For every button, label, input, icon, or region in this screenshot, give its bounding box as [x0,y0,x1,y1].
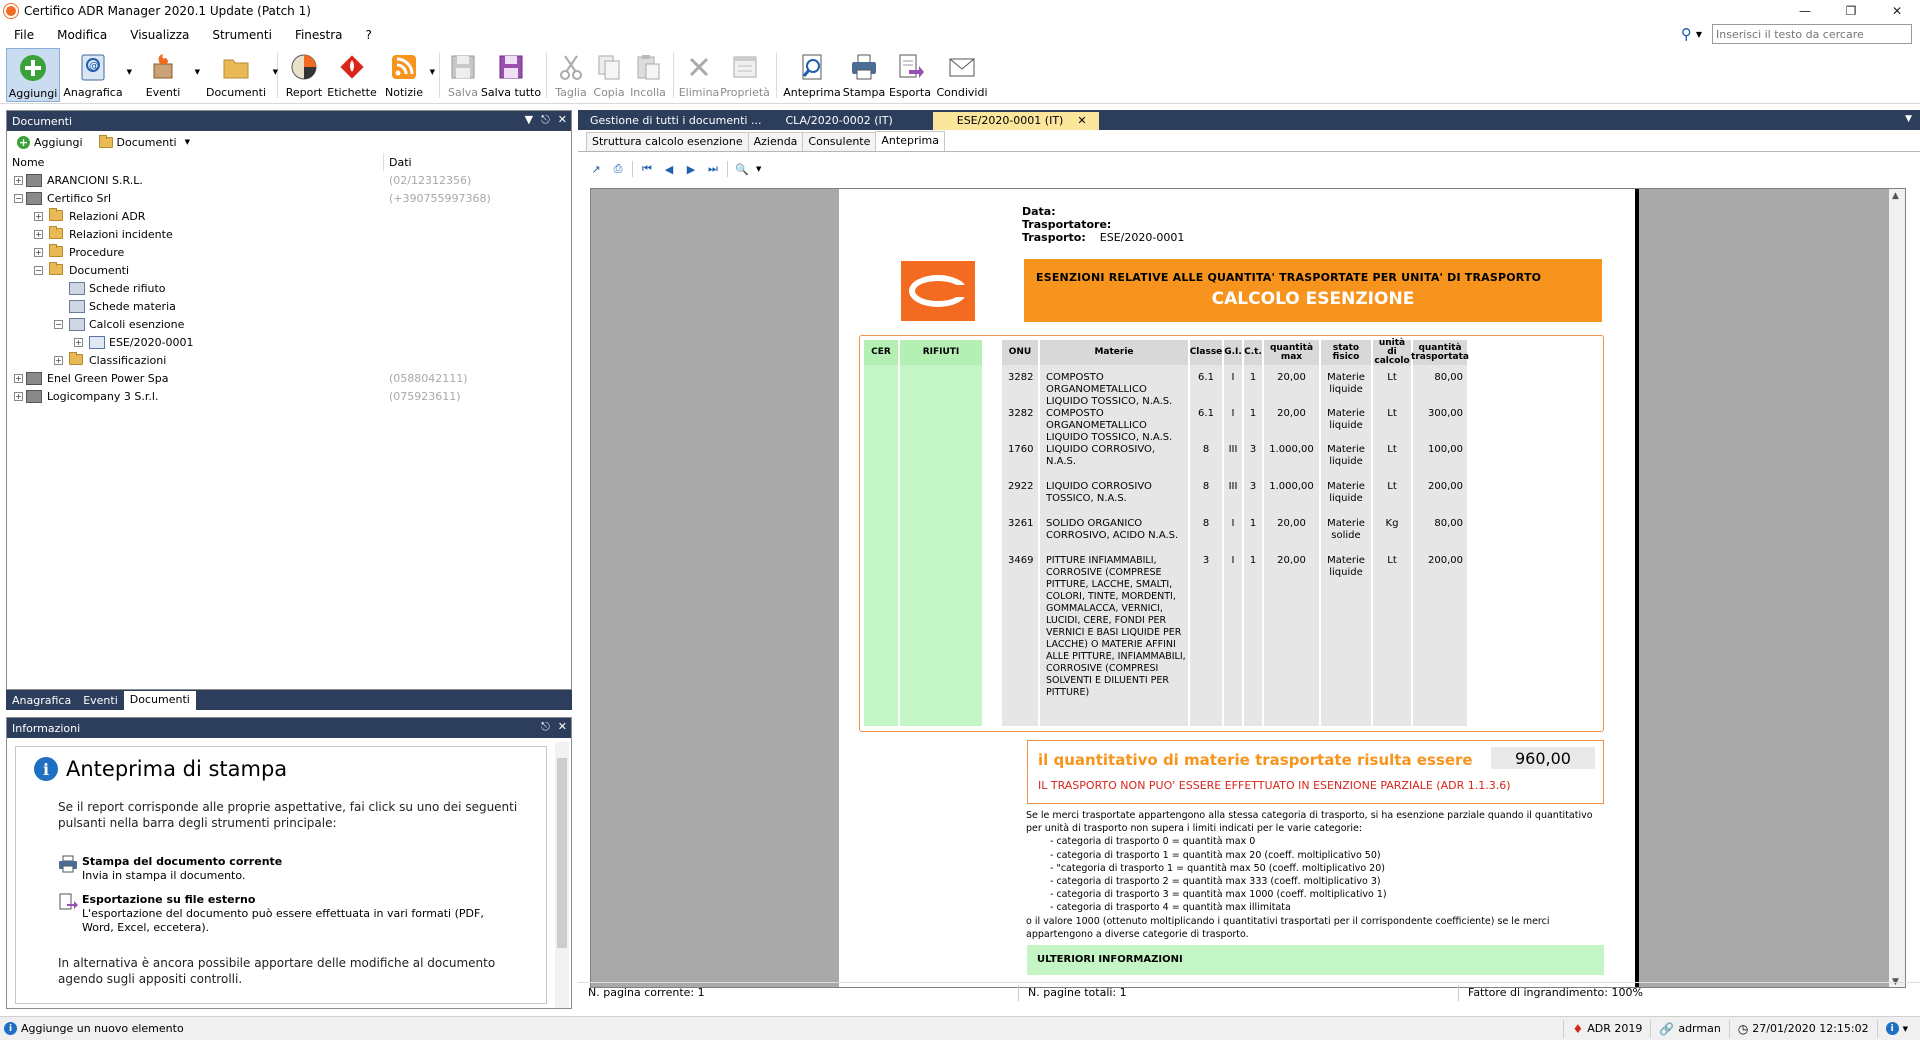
esporta-button[interactable]: Esporta [886,48,934,102]
folder-icon [49,210,63,221]
expand-icon[interactable]: + [75,337,82,347]
material-sheet-icon [69,300,85,313]
eventi-button[interactable]: Eventi ▼ [132,48,194,102]
tab-eventi[interactable]: Eventi [83,694,118,707]
window-controls [1782,0,1920,22]
toolbar-separator [632,161,633,177]
zoom-icon[interactable]: 🔍 [735,162,749,176]
tab-anteprima[interactable]: Anteprima [875,131,945,151]
collapse-icon[interactable]: − [35,265,42,275]
report-trasportatore-label: Trasportatore: [1022,218,1112,231]
search-icon[interactable]: ⚲ [1680,25,1692,43]
header-gi: G.I. [1224,340,1242,365]
tree-item-relazioni-adr[interactable]: + Relazioni ADR [35,209,146,223]
report-data-label: Data: [1022,205,1056,218]
tab-consulente[interactable]: Consulente [802,132,876,151]
report-table: CER RIFIUTI ONU Materie Classe G.I. C.t. quantità max stato fisico unità di calcolo quantità trasportata 3282 COMPOSTO ORGANOMETALLICO LIQUIDO TOSSICO, N.A.S. 6.1 I 1 20,00 Materie liquide Lt 80,00 3282 COMPOSTO ORGANOMETALLICO LIQUIDO TOSSICO, N.A.S. 6.1 I 1 20,00 Materie liquide Lt 300,00 1760 LIQUIDO CORROSIVO, N.A.S. 8 III 3 1.000,00 Materie liquide Lt 100,00 2922 LIQUIDO CORROSIVO TOSSICO, N.A.S. 8 III 3 1.000,00 Materie liquide Lt 200,00 3261 SOLIDO ORGANICO CORROSIVO, ACIDO N.A.S. 8 I 1 20,00 Materie solide Kg 80,00 3469 PITTURE INFIAMMABILI, CORROSIVE (COMPRESE PITTURE, LACCHE, SMALTI, COLORI, TINTE, MORDENTI, GOMMALACCA, VERNICI, LUCIDI, CERE, FONDI PER VERNICI E BASI LIQUIDE PER LACCHE) O MATERIE AFFINI ALLE PITTURE, INFIAMMABILI, CORROSIVE (COMPRESI SOLVENTI E DILUENTI PER PITTURE) 3 I 1 20,00 Materie liquide Lt 200,00 [859,335,1604,732]
report-viewer[interactable] [590,188,1906,988]
chevron-down-icon[interactable]: ▼ [272,68,278,76]
first-page-icon[interactable]: ⏮ [642,162,652,175]
report-button[interactable]: Report [283,48,325,102]
tab-cla-2020-0002[interactable]: CLA/2020-0002 (IT) [785,114,893,127]
export-icon [894,51,926,83]
pin-icon[interactable]: ⎋ [541,113,550,126]
company-icon [26,372,42,385]
title-bar [0,0,1920,22]
header-stato: stato fisico [1321,340,1371,365]
status-bar [0,1016,1920,1040]
report-trasporto: Trasporto: ESE/2020-0001 [1022,231,1185,244]
expand-icon[interactable]: + [35,211,42,221]
tab-ese-2020-0001[interactable] [933,112,1099,130]
scroll-down-icon[interactable]: ▼ [1892,977,1899,987]
left-pane-tabs [6,690,572,710]
next-page-icon[interactable]: ▶ [686,162,696,176]
header-materie: Materie [1040,340,1188,365]
document-tabs [578,110,1920,130]
documents-dropdown[interactable]: Documenti [116,135,177,149]
inner-tabs [578,132,1920,152]
add-icon [17,52,49,84]
tree-item-documenti[interactable]: − Documenti [35,263,130,277]
documents-pane-header [7,111,571,131]
add-document-button[interactable]: Aggiungi [34,135,83,149]
chevron-down-icon[interactable]: ▼ [126,68,132,76]
toolbar-separator [673,52,674,98]
save-all-icon [495,51,527,83]
anagrafica-button[interactable]: @ Anagrafica ▼ [60,48,126,102]
close-icon[interactable]: ✕ [1077,114,1087,127]
header-onu: ONU [1002,340,1038,365]
expand-icon[interactable]: + [15,373,22,383]
report-banner [1024,259,1602,322]
tab-struttura-calcolo[interactable]: Struttura calcolo esenzione [586,132,749,151]
close-icon[interactable]: ✕ [557,113,567,126]
total-label: il quantitativo di materie trasportate risulta essere [1038,751,1473,769]
export-icon [58,893,78,911]
last-page-icon[interactable]: ⏭ [708,162,718,175]
toolbar-separator [546,52,547,98]
col-cer [864,340,898,726]
chevron-down-icon[interactable]: ▼ [1902,1024,1908,1033]
tree-item-calcoli-esenzione[interactable]: − Calcoli esenzione [55,317,185,331]
incolla-button[interactable]: Incolla [628,48,668,102]
chevron-down-icon[interactable]: ▼ [1695,29,1702,39]
document-area [578,110,1920,1010]
report-notes: Se le merci trasportate appartengono alla stessa categoria di trasporto, si ha esenzione parziale quando il quantitativo per unità di trasporto non supera i limiti indicati per le varie categorie: - categoria di trasporto 0 = quantità max 0 - categoria di trasporto 1 = quantità max 20 (coeff. moltiplicativo 50) - "categoria di trasporto 1 = quantità max 50 (coeff. moltiplicativo 20) - categoria di trasporto 2 = quantità max 333 (coeff. moltiplicativo 3) - categoria di trasporto 3 = quantità max 1000 (coeff. moltiplicativo 1) - categoria di trasporto 4 = quantità max illimitata o il valore 1000 (ottenuto moltiplicando i quantitativi trasportati per il corrispondente coefficiente) se le merci appartengono a diverse categorie di trasporto. [1026,810,1593,940]
hazard-label-icon [336,51,368,83]
close-button[interactable]: ✕ [1891,4,1903,18]
expand-icon[interactable]: + [15,175,22,185]
header-qtrasp: quantità trasportata [1413,340,1467,365]
save-icon [447,51,479,83]
chevron-down-icon[interactable]: ▼ [429,68,435,76]
tree-item-logicompany[interactable]: + Logicompany 3 S.r.l. (075923611) [15,389,461,403]
zoom-factor: Fattore di ingrandimento: 100% [1468,986,1643,999]
toolbar-separator [439,52,440,98]
total-value: 960,00 [1491,747,1595,769]
info-scrollbar[interactable] [555,742,569,1008]
collapse-icon[interactable]: − [55,319,62,329]
menu-finestra[interactable]: Finestra [294,28,343,42]
info-heading: Anteprima di stampa [66,757,288,781]
info-item-desc: L'esportazione del documento può essere effettuata in vari formati (PDF, Word, Excel, eccetera). [82,907,484,934]
document-tree [7,171,571,405]
folder-icon [69,354,83,365]
search-area [1681,24,1912,44]
chevron-down-icon[interactable]: ▼ [1905,114,1912,124]
info-item-title: Esportazione su file esterno [82,893,256,906]
delete-icon [683,51,715,83]
document-icon [89,336,105,349]
minimize-button[interactable]: — [1799,4,1811,18]
contact-icon [77,51,109,83]
preview-statusbar [578,982,1920,1002]
expand-icon[interactable]: + [35,247,42,257]
col-qtrasp [1413,340,1467,726]
expand-icon[interactable]: + [35,229,42,239]
scrollbar-thumb[interactable] [557,758,567,948]
status-adr: ♦ ADR 2019 [1563,1020,1650,1038]
column-divider[interactable] [383,153,384,171]
certifico-logo [901,261,975,321]
chevron-down-icon[interactable]: ▼ [756,165,762,173]
info-content [15,746,547,1004]
calculation-icon [69,318,85,331]
info-item-title: Stampa del documento corrente [82,855,283,868]
header-ct: C.t. [1244,340,1262,365]
col-qmax [1264,340,1319,726]
tab-documenti[interactable]: Documenti [124,691,196,710]
folder-icon [49,228,63,239]
fire-icon [147,51,179,83]
tree-item-enel[interactable]: + Enel Green Power Spa (0588042111) [15,371,468,385]
banner-subtitle: ESENZIONI RELATIVE ALLE QUANTITA' TRASPORTATE PER UNITA' DI TRASPORTO [1036,271,1542,284]
properties-icon [729,51,761,83]
print-icon [848,51,880,83]
toolbar-separator [776,52,777,98]
tree-item-arancioni[interactable]: + ARANCIONI S.R.L. (02/12312356) [15,173,472,187]
header-qmax: quantità max [1264,340,1319,365]
print-icon [58,855,78,873]
tree-item-relazioni-incidente[interactable]: + Relazioni incidente [35,227,173,241]
tree-item-schede-materia[interactable]: Schede materia [7,297,571,315]
tab-label: ESE/2020-0001 (IT) [956,114,1064,127]
folder-icon [220,51,252,83]
paste-icon [632,51,664,83]
close-icon[interactable]: ✕ [557,720,567,733]
info-icon: i [34,757,58,781]
info-pane-header [7,718,571,738]
tree-item-classificazioni[interactable]: + Classificazioni [55,353,167,367]
company-icon [26,192,42,205]
link-icon: 🔗 [1659,1021,1675,1036]
condividi-button[interactable]: Condividi [934,48,990,102]
info-item-desc: Invia in stampa il documento. [82,869,246,882]
rss-icon [388,51,420,83]
col-rifiuti [900,340,982,726]
info-icon: i [1886,1022,1899,1035]
search-input[interactable] [1712,24,1912,44]
tab-gestione-documenti[interactable]: Gestione di tutti i documenti ... [590,114,762,127]
menu-bar [0,22,1920,48]
header-classe: Classe [1190,340,1222,365]
header-unita: unità di calcolo [1374,338,1410,366]
col-gi [1224,340,1242,726]
clock-icon: ◷ [1737,1021,1749,1036]
toolbar-separator [727,161,728,177]
tree-item-certifico[interactable]: − Certifico Srl (+390755997368) [15,191,491,205]
add-icon: + [18,135,29,149]
tree-item-procedure[interactable]: + Procedure [35,245,125,259]
documenti-button[interactable]: Documenti ▼ [200,48,272,102]
maximize-button[interactable]: ❐ [1845,4,1857,18]
status-user: 🔗 adrman [1650,1020,1728,1038]
info-icon: i [4,1022,17,1035]
ulteriori-informazioni: ULTERIORI INFORMAZIONI [1027,945,1604,975]
column-nome[interactable]: Nome [12,155,45,169]
hazard-label-icon: ♦ [1572,1021,1584,1036]
info-pane [6,717,572,1009]
preview-toolbar [588,158,761,180]
info-paragraph: Se il report corrisponde alle proprie aspettative, fai click su uno dei seguenti pulsanti nella barra degli strumenti principale: [58,800,518,830]
company-icon [26,174,42,187]
status-info[interactable] [1877,1020,1916,1038]
report-icon [288,51,320,83]
banner-title: CALCOLO ESENZIONE [1211,289,1415,309]
notizie-button[interactable]: Notizie ▼ [379,48,429,102]
chevron-down-icon[interactable]: ▼ [184,138,190,146]
column-dati[interactable]: Dati [389,155,412,169]
tree-item-ese-2020-0001[interactable]: + ESE/2020-0001 [75,335,194,349]
current-page: N. pagina corrente: 1 [588,986,705,999]
status-datetime: ◷ 27/01/2020 12:15:02 [1729,1020,1877,1038]
stampa-button[interactable]: Stampa [842,48,886,102]
exemption-result: IL TRASPORTO NON PUO' ESSERE EFFETTUATO IN ESENZIONE PARZIALE (ADR 1.1.3.6) [1038,779,1511,792]
scroll-up-icon[interactable]: ▲ [1892,191,1899,201]
add-button[interactable]: Aggiungi [6,48,60,102]
taglia-button[interactable]: Taglia [552,48,590,102]
preview-icon [796,51,828,83]
elimina-button[interactable]: Elimina [679,48,719,102]
pin-icon[interactable]: ⎋ [541,720,550,733]
header-rifiuti: RIFIUTI [900,340,982,365]
folder-icon [99,137,113,148]
svg-text:@: @ [89,61,99,72]
folder-icon [49,264,63,275]
proprieta-button[interactable]: Proprietà [719,48,771,102]
info-paragraph: In alternativa è ancora possibile apportare delle modifiche al documento agendo sugli appositi controlli. [58,956,496,986]
menu-help[interactable]: ? [365,28,372,42]
expand-icon[interactable]: + [15,391,22,401]
company-icon [26,390,42,403]
documents-pane [6,110,572,690]
export-icon[interactable]: ↗ [591,162,601,176]
copy-icon [593,51,625,83]
salva-button[interactable]: Salva [445,48,481,102]
chevron-down-icon[interactable]: ▼ [194,68,200,76]
expand-icon[interactable]: + [55,355,62,365]
tab-azienda[interactable]: Azienda [748,132,804,151]
mail-icon [946,51,978,83]
anteprima-button[interactable]: Anteprima [782,48,842,102]
folder-icon [49,246,63,257]
info-pane-title: Informazioni [12,721,81,735]
main-toolbar [0,48,1920,104]
documents-pane-title: Documenti [12,114,73,128]
chevron-down-icon[interactable]: ▼ [524,113,534,126]
window-title: Certifico ADR Manager 2020.1 Update (Patch 1) [24,4,311,18]
total-pages: N. pagine totali: 1 [1028,986,1127,999]
salva-tutto-button[interactable]: Salva tutto [481,48,541,102]
col-unita [1373,340,1411,726]
etichette-button[interactable]: Etichette [325,48,379,102]
menu-visualizza[interactable]: Visualizza [130,28,190,42]
col-ct [1244,340,1262,726]
report-page [839,189,1635,988]
header-cer: CER [864,340,898,365]
documents-subtoolbar [7,131,571,153]
app-logo-icon [4,4,18,18]
menu-modifica[interactable]: Modifica [57,28,108,42]
col-onu [1002,340,1038,726]
tree-item-schede-rifiuto[interactable]: Schede rifiuto [7,279,571,297]
copia-button[interactable]: Copia [590,48,628,102]
status-message: Aggiunge un nuovo elemento [21,1022,184,1035]
prev-page-icon[interactable]: ◀ [664,162,674,176]
tab-anagrafica[interactable]: Anagrafica [12,694,72,707]
col-classe [1190,340,1222,726]
viewer-scrollbar[interactable] [1889,189,1905,988]
collapse-icon[interactable]: − [15,193,22,203]
report-total-box [1027,740,1604,804]
menu-file[interactable]: File [14,28,35,42]
cut-icon [555,51,587,83]
waste-sheet-icon [69,282,85,295]
print-icon[interactable]: ⎙ [613,162,623,175]
menu-strumenti[interactable]: Strumenti [212,28,272,42]
tree-header [7,153,571,171]
